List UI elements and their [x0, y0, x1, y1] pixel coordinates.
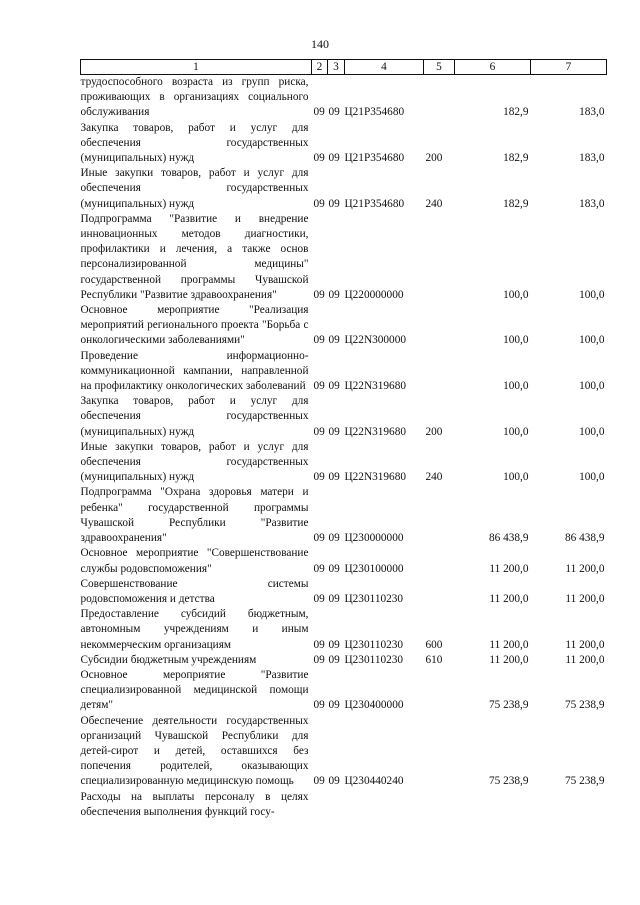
row-amount-col7: 100,0 — [579, 334, 605, 347]
row-amount-col7 — [531, 790, 607, 820]
row-target-code: Ц22N300000 — [344, 334, 407, 347]
table-header-row — [81, 60, 607, 75]
row-amount-col6: 11 200,0 — [489, 592, 529, 605]
row-subsection: 09 — [328, 638, 340, 651]
row-section: 09 — [313, 653, 325, 666]
table-row — [81, 75, 607, 121]
row-target-code — [345, 790, 424, 820]
row-description: Основное мероприятие "Развитие специализированной медицинской помощи детям" — [80, 668, 309, 712]
row-amount-col6: 11 200,0 — [489, 638, 529, 651]
row-subsection: 09 — [328, 197, 340, 210]
row-target-code: Ц230100000 — [344, 562, 404, 575]
row-amount-col7: 75 238,9 — [564, 699, 605, 712]
row-section: 09 — [313, 638, 325, 651]
row-description: Подпрограмма "Развитие и внедрение инновационных методов диагностики, профилактики и лечения, а также основ персонализированной медицины" государственной программы Чувашской Республики "Развитие здравоохранения" — [80, 212, 309, 301]
row-subsection: 09 — [328, 775, 340, 788]
row-amount-col7: 183,0 — [579, 197, 605, 210]
row-description: Подпрограмма "Охрана здоровья матери и ребенка" государственной программы Чувашской Республики "Развитие здравоохранения" — [80, 486, 309, 545]
row-section: 09 — [313, 699, 325, 712]
row-description: трудоспособного возраста из групп риска, проживающих в организациях социального обслуживания — [80, 76, 309, 119]
row-section: 09 — [313, 380, 325, 393]
row-section: 09 — [313, 334, 325, 347]
row-target-code: Ц230110230 — [344, 638, 404, 651]
row-section: 09 — [313, 592, 325, 605]
row-amount-col6 — [455, 790, 531, 820]
row-expense-type: 610 — [425, 653, 443, 666]
row-amount-col7: 100,0 — [579, 380, 605, 393]
row-subsection — [328, 790, 345, 820]
row-amount-col6: 75 238,9 — [488, 775, 529, 788]
header-col-4: 4 — [345, 60, 424, 75]
row-amount-col6: 11 200,0 — [489, 562, 529, 575]
table-row — [81, 212, 607, 303]
row-section: 09 — [313, 562, 325, 575]
row-amount-col7: 86 438,9 — [564, 532, 605, 545]
row-description: Субсидии бюджетным учреждениям — [80, 653, 257, 666]
row-amount-col7: 183,0 — [579, 152, 605, 165]
row-target-code: Ц230000000 — [344, 532, 404, 545]
row-description: Основное мероприятие "Совершенствование службы родовспоможения" — [80, 547, 309, 575]
row-target-code: Ц230440240 — [344, 775, 404, 788]
header-col-7: 7 — [531, 60, 607, 75]
row-description: Закупка товаров, работ и услуг для обеспечения государственных (муниципальных) нужд — [80, 395, 309, 438]
row-description: Предоставление субсидий бюджетным, автономным учреждениям и иным некоммерческим организациям — [80, 608, 309, 651]
row-expense-type — [424, 349, 455, 395]
row-section: 09 — [313, 152, 325, 165]
table-row — [81, 394, 607, 440]
table-row — [81, 121, 607, 167]
row-target-code: Ц230400000 — [344, 699, 404, 712]
row-amount-col6: 182,9 — [503, 197, 529, 210]
row-subsection: 09 — [328, 106, 340, 119]
row-subsection: 09 — [328, 532, 340, 545]
row-description: Иные закупки товаров, работ и услуг для обеспечения государственных (муниципальных) нужд — [80, 167, 309, 210]
table-row — [81, 349, 607, 395]
row-section: 09 — [313, 197, 325, 210]
row-expense-type: 240 — [425, 471, 443, 484]
row-target-code: Ц22N319680 — [344, 380, 407, 393]
row-expense-type: 240 — [425, 197, 443, 210]
row-amount-col6: 100,0 — [503, 425, 529, 438]
row-amount-col6: 100,0 — [503, 334, 529, 347]
row-amount-col7: 100,0 — [579, 425, 605, 438]
header-col-2: 2 — [312, 60, 328, 75]
row-subsection: 09 — [328, 288, 340, 301]
row-subsection: 09 — [328, 425, 340, 438]
table-row — [81, 485, 607, 546]
row-target-code: Ц21Р354680 — [344, 106, 405, 119]
row-subsection: 09 — [328, 592, 340, 605]
row-amount-col7: 11 200,0 — [565, 562, 605, 575]
row-expense-type — [424, 485, 455, 546]
row-target-code: Ц230110230 — [344, 653, 404, 666]
row-description: Основное мероприятие "Реализация мероприятий регионального проекта "Борьба с онкологическими заболеваниями" — [80, 304, 309, 347]
row-subsection: 09 — [328, 699, 340, 712]
row-description: Обеспечение деятельности государственных организаций Чувашской Республики для детей-сирот и детей, оставшихся без попечения родителей, оказывающих специализированную медицинскую помощь — [80, 714, 309, 788]
row-amount-col7: 11 200,0 — [565, 592, 605, 605]
row-section: 09 — [313, 775, 325, 788]
table-row — [81, 166, 607, 212]
row-subsection: 09 — [328, 562, 340, 575]
row-target-code: Ц22N319680 — [344, 471, 407, 484]
row-amount-col6: 182,9 — [503, 106, 529, 119]
row-expense-type — [424, 212, 455, 303]
row-amount-col6: 75 238,9 — [488, 699, 529, 712]
header-col-6: 6 — [455, 60, 531, 75]
row-expense-type: 200 — [425, 425, 443, 438]
row-description: Расходы на выплаты персоналу в целях обеспечения выполнения функций госу- — [80, 790, 309, 818]
table-row — [81, 577, 607, 607]
row-amount-col7: 75 238,9 — [564, 775, 605, 788]
row-expense-type: 200 — [425, 152, 443, 165]
table-row — [81, 546, 607, 576]
row-subsection: 09 — [328, 152, 340, 165]
row-description: Закупка товаров, работ и услуг для обеспечения государственных (муниципальных) нужд — [80, 121, 309, 165]
row-section: 09 — [313, 471, 325, 484]
table-row — [81, 440, 607, 486]
row-target-code: Ц220000000 — [344, 288, 404, 301]
row-expense-type — [424, 790, 455, 820]
row-expense-type: 600 — [425, 638, 443, 651]
row-target-code: Ц21Р354680 — [344, 197, 405, 210]
table-row — [81, 303, 607, 349]
row-subsection: 09 — [328, 334, 340, 347]
row-section: 09 — [313, 425, 325, 438]
row-subsection: 09 — [328, 471, 340, 484]
row-amount-col6: 100,0 — [503, 471, 529, 484]
row-expense-type — [424, 75, 455, 121]
row-expense-type — [424, 577, 455, 607]
table-row — [81, 790, 607, 820]
table-row — [81, 714, 607, 790]
row-amount-col7: 183,0 — [579, 106, 605, 119]
row-amount-col7: 100,0 — [579, 288, 605, 301]
row-amount-col6: 11 200,0 — [489, 653, 529, 666]
row-target-code: Ц230110230 — [344, 592, 404, 605]
row-description: Иные закупки товаров, работ и услуг для обеспечения государственных (муниципальных) нужд — [80, 440, 309, 484]
row-subsection: 09 — [328, 380, 340, 393]
row-description: Проведение информационно-коммуникационной кампании, направленной на профилактику онкологических заболеваний — [80, 349, 309, 393]
table-body — [81, 75, 607, 820]
row-amount-col7: 100,0 — [579, 471, 605, 484]
row-amount-col6: 100,0 — [503, 380, 529, 393]
row-amount-col6: 182,9 — [503, 152, 529, 165]
row-subsection: 09 — [328, 653, 340, 666]
budget-table — [80, 59, 607, 820]
row-expense-type — [424, 668, 455, 714]
page-number: 140 — [311, 37, 329, 51]
row-amount-col6: 86 438,9 — [488, 532, 529, 545]
row-section: 09 — [313, 288, 325, 301]
row-amount-col7: 11 200,0 — [565, 638, 605, 651]
header-col-3: 3 — [328, 60, 345, 75]
header-col-5: 5 — [424, 60, 455, 75]
row-target-code: Ц22N319680 — [344, 425, 407, 438]
row-target-code: Ц21Р354680 — [344, 152, 405, 165]
row-section — [312, 790, 328, 820]
table-row — [81, 653, 607, 668]
row-description: Совершенствование системы родовспоможения и детства — [80, 577, 309, 605]
row-expense-type — [424, 714, 455, 790]
row-section: 09 — [313, 106, 325, 119]
row-amount-col7: 11 200,0 — [565, 653, 605, 666]
row-expense-type — [424, 546, 455, 576]
table-row — [81, 668, 607, 714]
row-expense-type — [424, 303, 455, 349]
row-section: 09 — [313, 532, 325, 545]
table-row — [81, 607, 607, 653]
header-col-1: 1 — [81, 60, 312, 75]
row-amount-col6: 100,0 — [503, 288, 529, 301]
